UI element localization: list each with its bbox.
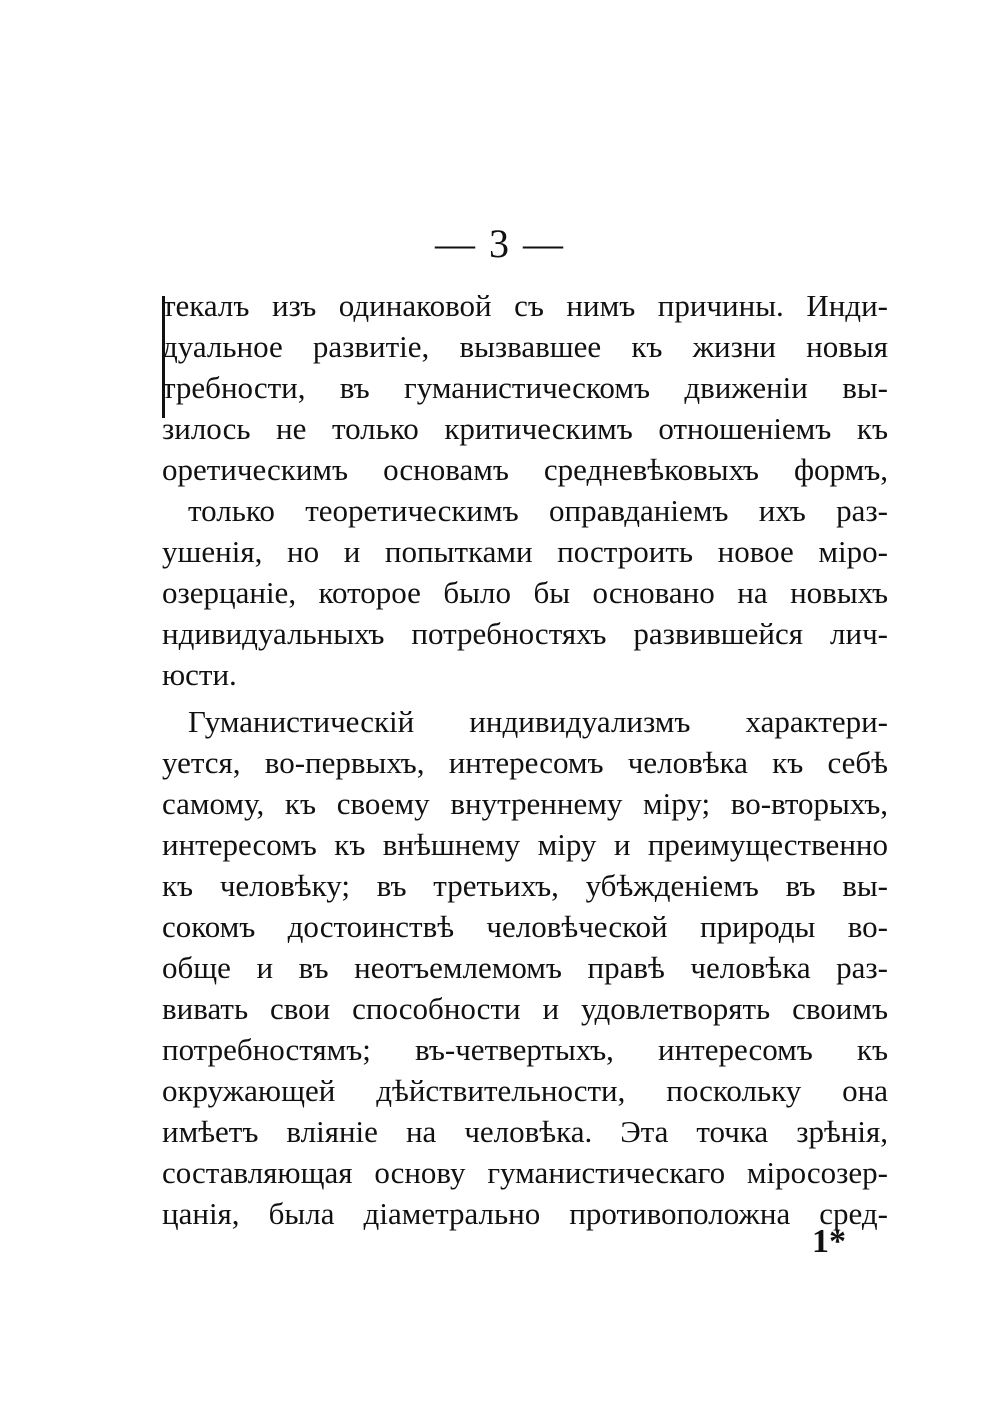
text-line: уется, во-первыхъ, интересомъ человѣка къ себѣ bbox=[162, 745, 888, 780]
text-line: самому, къ своему внутреннему міру; во-вторыхъ, bbox=[162, 786, 888, 821]
text-line: озерцаніе, которое было бы основано на новыхъ bbox=[162, 575, 888, 610]
text-line: къ человѣку; въ третьихъ, убѣжденіемъ въ вы- bbox=[162, 868, 888, 903]
text-line: текалъ изъ одинаковой съ нимъ причины. Инди- bbox=[162, 288, 888, 323]
text-line: сокомъ достоинствѣ человѣческой природы во- bbox=[162, 909, 888, 944]
text-line: цанія, была діаметрально противоположна сред- bbox=[162, 1196, 888, 1231]
text-line: оретическимъ основамъ средневѣковыхъ формъ, bbox=[162, 452, 888, 487]
text-line: ушенія, но и попытками построить новое міро- bbox=[162, 534, 888, 569]
text-line: имѣетъ вліяніе на человѣка. Эта точка зрѣнія, bbox=[162, 1114, 888, 1149]
text-line: юсти. bbox=[162, 657, 237, 692]
text-line: только теоретическимъ оправданіемъ ихъ раз- bbox=[188, 493, 888, 528]
text-line: требности, въ гуманистическомъ движеніи вы- bbox=[162, 370, 888, 405]
text-line: потребностямъ; въ-четвертыхъ, интересомъ къ bbox=[162, 1032, 888, 1067]
body-text bbox=[162, 285, 888, 1234]
text-line: Гуманистическій индивидуализмъ характери- bbox=[188, 704, 888, 739]
text-line: обще и въ неотъемлемомъ правѣ человѣка раз- bbox=[162, 950, 888, 985]
text-line: интересомъ къ внѣшнему міру и преимущественно bbox=[162, 827, 888, 862]
text-line: ндивидуальныхъ потребностяхъ развившейся лич- bbox=[162, 616, 888, 651]
text-line: составляющая основу гуманистическаго міросозер- bbox=[162, 1155, 888, 1190]
signature-mark: 1* bbox=[812, 1223, 846, 1260]
text-line: дуальное развитіе, вызвавшее къ жизни новыя bbox=[162, 329, 888, 364]
text-line: окружающей дѣйствительности, поскольку она bbox=[162, 1073, 888, 1108]
text-line: вивать свои способности и удовлетворять своимъ bbox=[162, 991, 888, 1026]
text-line: зилось не только критическимъ отношеніемъ къ bbox=[162, 411, 888, 446]
page-number: — 3 — bbox=[435, 221, 565, 266]
